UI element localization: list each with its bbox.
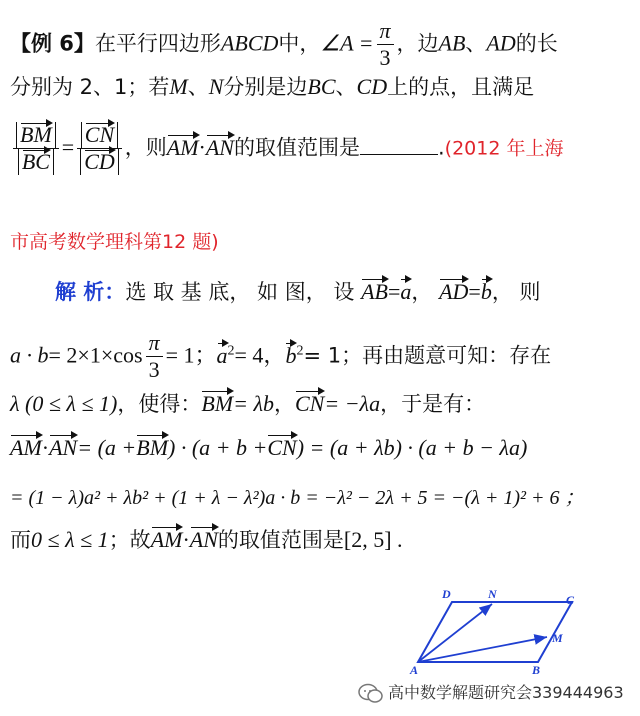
solution-line-3: λ (0 ≤ λ ≤ 1)，使得：BM= λb，CN= −λa，于是有：	[10, 391, 486, 416]
solution-line-4: AM·AN= (a +BM) · (a + b +CN) = (a + λb) · (a + b − λa)	[10, 435, 528, 460]
parallelogram	[418, 602, 572, 662]
vector-am	[418, 637, 547, 662]
pi-over-3-b: $\frac{\pi}{3}$	[146, 330, 163, 383]
ratio-bm-bc: $\frac{BM}{BC}$	[13, 122, 59, 175]
label-n: N	[488, 588, 497, 601]
wechat-icon	[358, 683, 384, 705]
label-d: D	[442, 588, 451, 601]
answer-blank	[360, 134, 438, 155]
solution-line-2: a · b= 2×1×cos $\frac{\pi}{3}$ = 1；$a^2= 4$，$b^2= 1$；再由题意可知：存在	[10, 330, 552, 382]
ratio-cn-cd: $\frac{CN}{CD}$	[77, 122, 122, 175]
vector-an	[418, 604, 492, 662]
solution-line-5: = (1 − λ)a² + λb² + (1 + λ − λ²)a · b = −λ² − 2λ + 5 = −(λ + 1)² + 6 ；	[10, 487, 585, 509]
solution-line-6: 而0 ≤ λ ≤ 1；故AM·AN的取值范围是[2, 5] .	[10, 527, 403, 552]
label-m: M	[552, 631, 563, 645]
source-1: (2012 年上海	[444, 137, 564, 160]
label-c: C	[566, 593, 575, 607]
solution-line-1: 解 析：选 取 基 底， 如 图， 设 AB=a， AD=b， 则	[55, 279, 541, 304]
problem-line-3: $\frac{BM}{BC}$ = $\frac{CN}{CD}$ ，则AM·AN的取值范围是 .(2012 年上海	[10, 122, 563, 175]
watermark: 高中数学解题研究会339444963	[358, 680, 624, 705]
parallelogram-figure	[400, 588, 585, 676]
label-a: A	[410, 663, 419, 676]
example-label: 【例 6】	[10, 31, 95, 56]
pi-over-3: $\frac{\pi}{3}$	[377, 18, 394, 71]
solution-head: 解 析：	[55, 280, 126, 304]
label-b: B	[532, 663, 541, 676]
problem-line-2: 分别为 2、1；若M、N分别是边BC、CD上的点，且满足	[10, 74, 535, 99]
problem-line-1: 【例 6】在平行四边形ABCD中，∠A = $\frac{\pi}{3}$ ，边AB、AD的长	[10, 18, 558, 70]
source-2: 市高考数学理科第12 题)	[10, 231, 219, 253]
